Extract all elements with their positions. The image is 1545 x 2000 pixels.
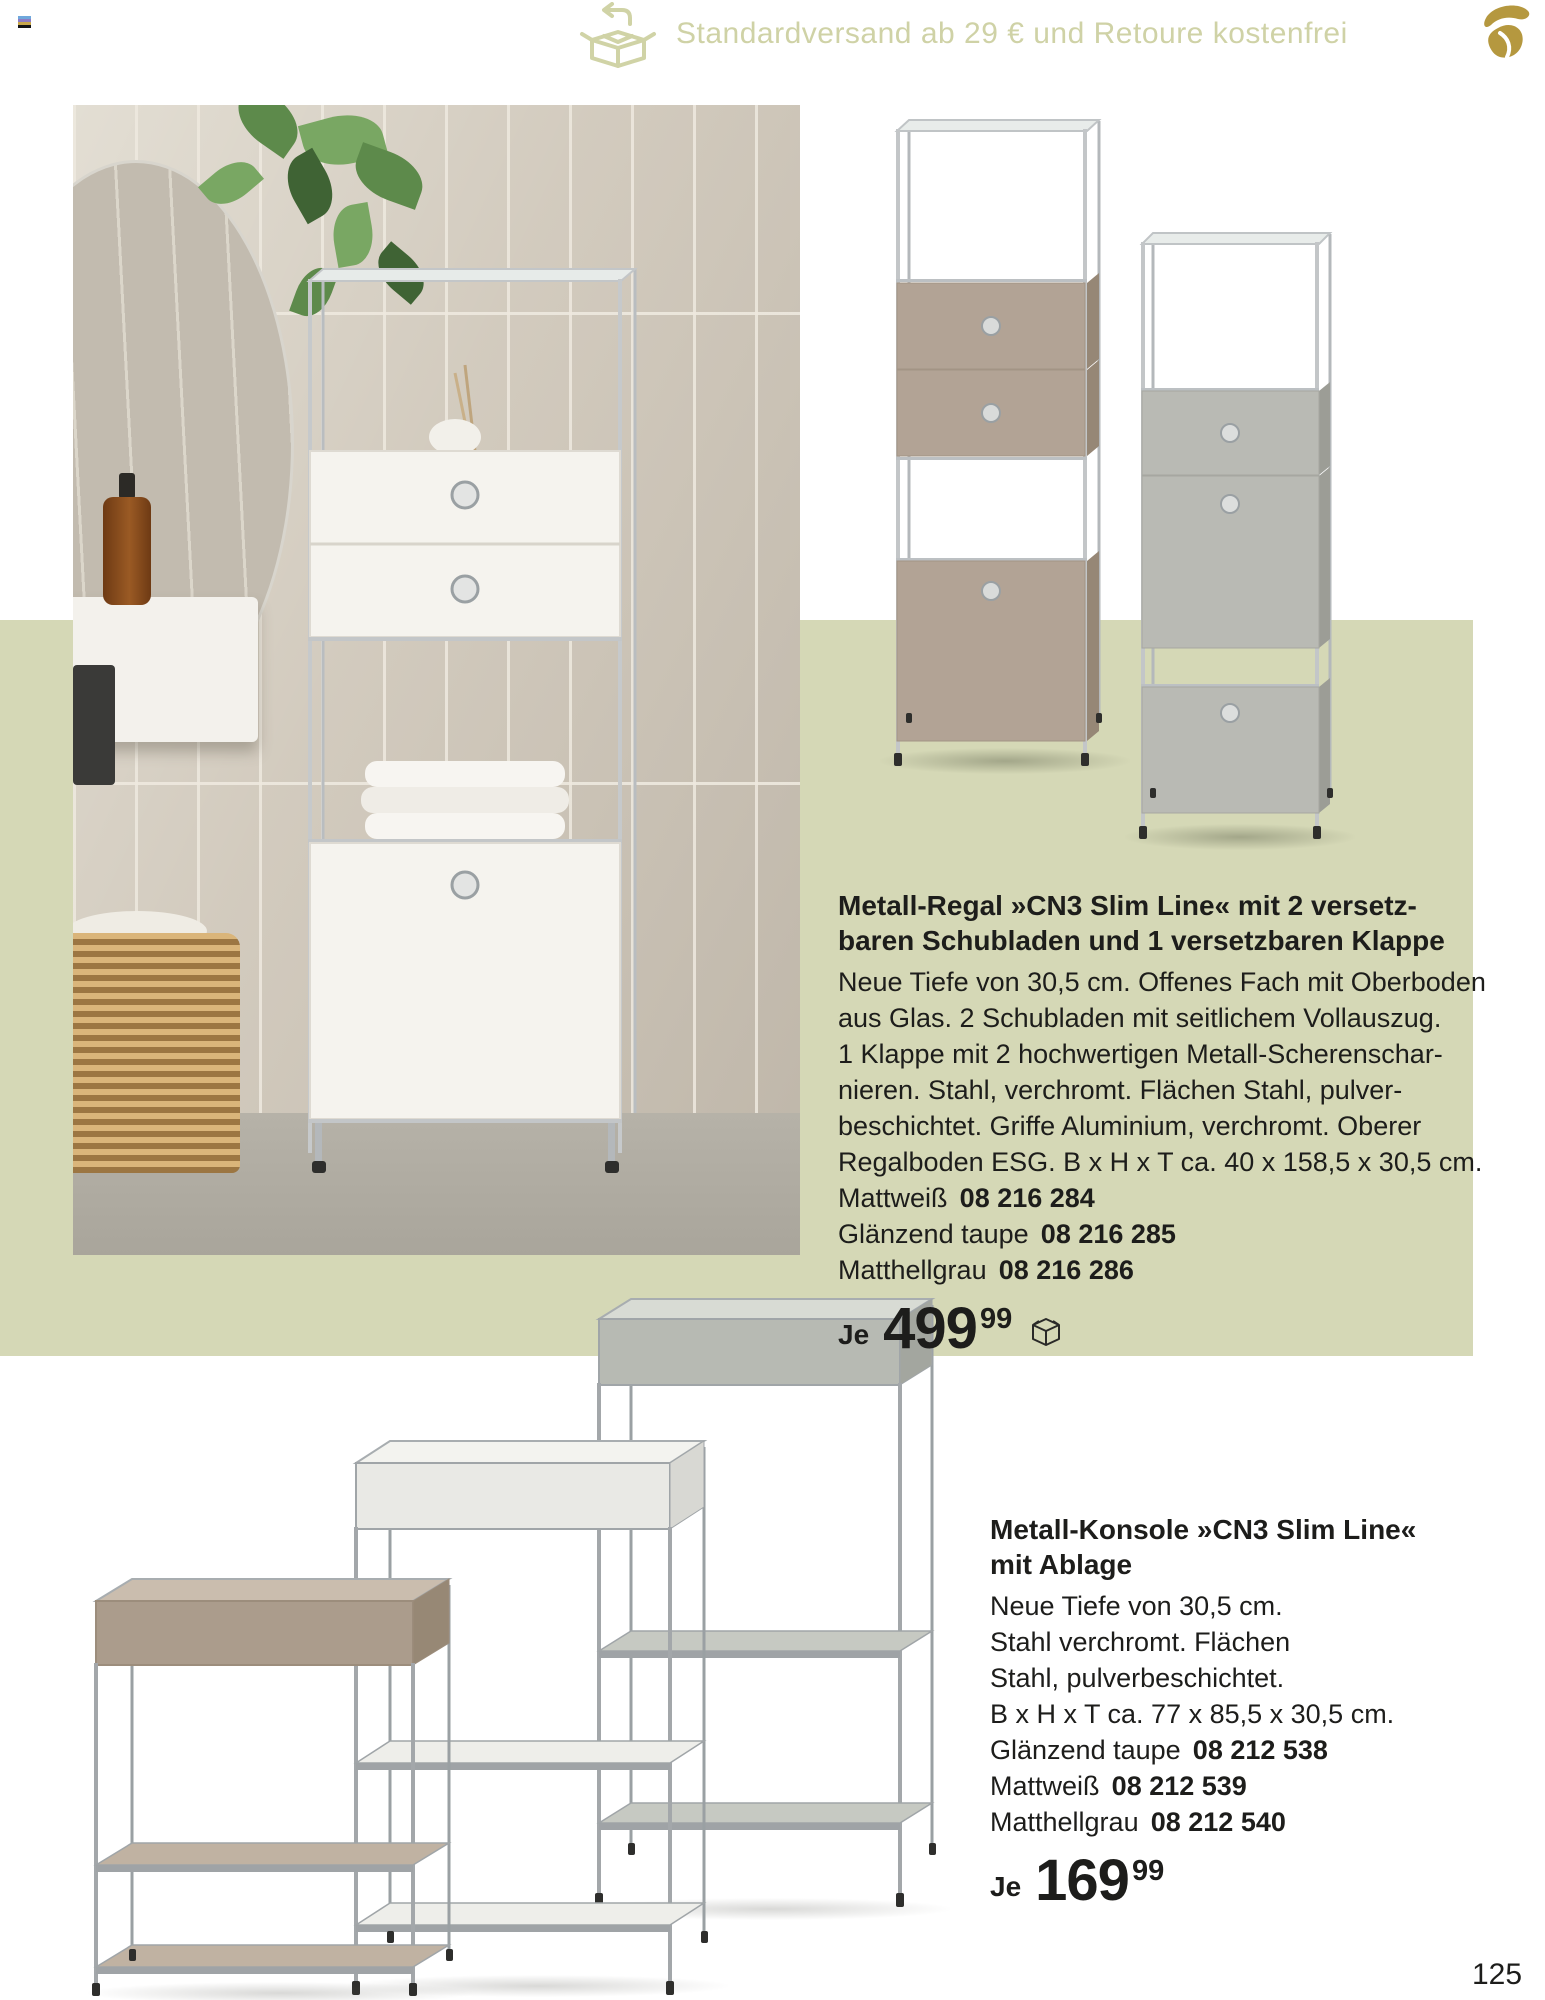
product-photo-tower-taupe xyxy=(893,113,1103,767)
product-photo-tower-grey xyxy=(1138,226,1334,840)
product-photo-console-taupe xyxy=(92,1565,457,1997)
description-line: Neue Tiefe von 30,5 cm. Offenes Fach mit Oberboden xyxy=(838,967,1486,997)
shipping-banner xyxy=(0,0,1545,70)
variant-row xyxy=(838,1252,1486,1288)
variant-color-label: Matthellgrau xyxy=(990,1807,1139,1837)
product-2-title xyxy=(990,1512,1416,1582)
price-amount: 169 xyxy=(1035,1848,1129,1913)
variant-article-number: 08 212 539 xyxy=(1111,1771,1247,1801)
variant-row xyxy=(990,1804,1416,1840)
description-line: Neue Tiefe von 30,5 cm. xyxy=(990,1591,1283,1621)
description-line: Stahl, pulverbeschichtet. xyxy=(990,1663,1285,1693)
soap-dispenser-pump xyxy=(119,473,135,499)
variant-row xyxy=(990,1732,1416,1768)
variant-row xyxy=(838,1216,1486,1252)
description-line: 1 Klappe mit 2 hochwertigen Metall-Scherenschar- xyxy=(838,1039,1443,1069)
price-prefix: Je xyxy=(990,1871,1022,1902)
shipping-banner-text: Standardversand ab 29 € und Retoure kostenfrei xyxy=(676,17,1348,50)
product-1-description xyxy=(838,964,1486,1180)
title-line: mit Ablage xyxy=(990,1549,1133,1580)
variant-article-number: 08 216 285 xyxy=(1040,1219,1176,1249)
variant-article-number: 08 216 284 xyxy=(959,1183,1095,1213)
description-line: B x H x T ca. 77 x 85,5 x 30,5 cm. xyxy=(990,1699,1395,1729)
description-line: Stahl verchromt. Flächen xyxy=(990,1627,1291,1657)
title-line: baren Schubladen und 1 versetzbaren Klappe xyxy=(838,925,1445,956)
bathroom-lifestyle-photo xyxy=(73,105,800,1255)
price-amount: 499 xyxy=(883,1296,977,1361)
variant-article-number: 08 212 540 xyxy=(1150,1807,1286,1837)
parcel-icon xyxy=(1028,1312,1064,1348)
product-1-details xyxy=(838,888,1486,1361)
description-line: beschichtet. Griffe Aluminium, verchromt. Oberer xyxy=(838,1111,1422,1141)
soap-dispenser xyxy=(103,497,151,605)
variant-row xyxy=(838,1180,1486,1216)
variant-color-label: Matthellgrau xyxy=(838,1255,987,1285)
variant-color-label: Mattweiß xyxy=(990,1771,1100,1801)
dark-towel xyxy=(73,665,115,785)
tchibo-brand-icon xyxy=(1476,2,1534,64)
wicker-laundry-basket xyxy=(73,933,240,1173)
variant-article-number: 08 212 538 xyxy=(1192,1735,1328,1765)
title-line: Metall-Konsole »CN3 Slim Line« xyxy=(990,1514,1417,1545)
variant-color-label: Glänzend taupe xyxy=(838,1219,1029,1249)
price-prefix: Je xyxy=(838,1319,870,1350)
price-cents: 99 xyxy=(1131,1855,1165,1887)
product-1-title xyxy=(838,888,1486,958)
product-2-details xyxy=(990,1512,1417,1913)
variant-color-label: Glänzend taupe xyxy=(990,1735,1181,1765)
description-line: Regalboden ESG. B x H x T ca. 40 x 158,5 x 30,5 cm. xyxy=(838,1147,1483,1177)
variant-row xyxy=(990,1768,1416,1804)
description-line: aus Glas. 2 Schubladen mit seitlichem Vollauszug. xyxy=(838,1003,1442,1033)
chrome-shelf-unit-photo xyxy=(305,233,639,1198)
product-2-price xyxy=(990,1848,1416,1913)
description-line: nieren. Stahl, verchromt. Flächen Stahl, pulver- xyxy=(838,1075,1403,1105)
variant-color-label: Mattweiß xyxy=(838,1183,948,1213)
title-line: Metall-Regal »CN3 Slim Line« mit 2 versetz- xyxy=(838,890,1417,921)
page-number: 125 xyxy=(1472,1958,1523,1991)
variant-article-number: 08 216 286 xyxy=(998,1255,1134,1285)
open-parcel-return-icon xyxy=(578,2,658,70)
price-cents: 99 xyxy=(979,1303,1013,1335)
product-1-price xyxy=(838,1296,1486,1361)
product-2-description xyxy=(990,1588,1416,1732)
